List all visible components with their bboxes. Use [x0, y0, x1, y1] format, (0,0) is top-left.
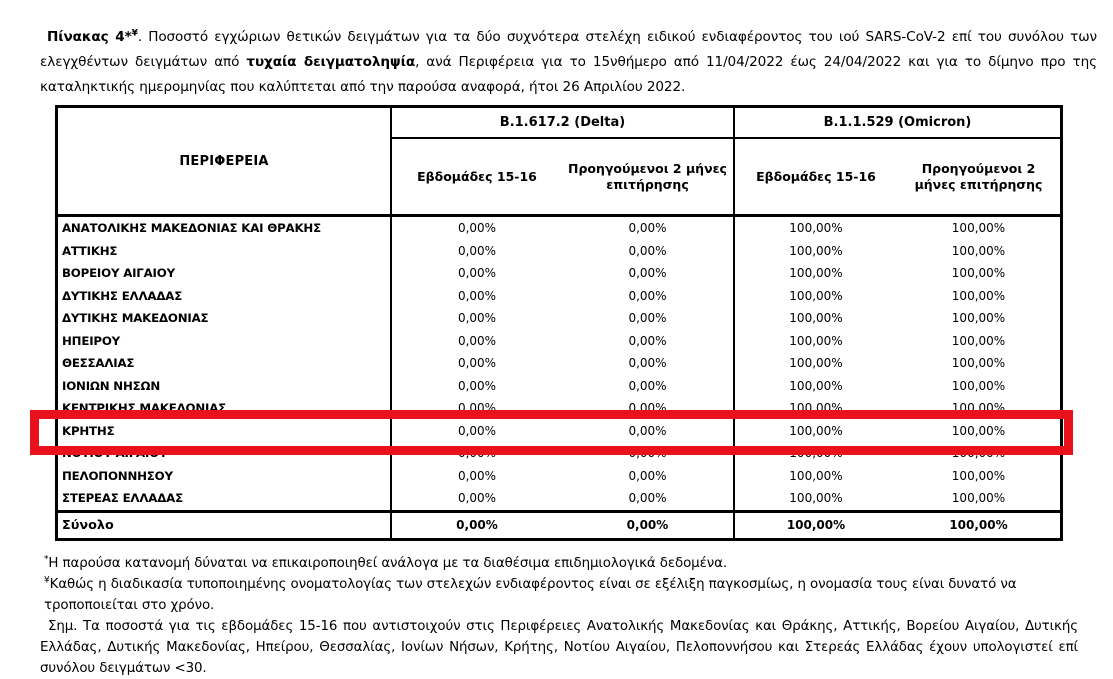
table-row	[58, 420, 1060, 443]
omicron-prev2months-value-cell: 100,00%	[951, 378, 1006, 393]
omicron-weeks-value-cell: 100,00%	[733, 487, 897, 510]
omicron-weeks-value-cell: 100,00%	[733, 240, 897, 263]
delta-weeks-value-cell: 0,00%	[457, 401, 497, 416]
region-name-cell: ΑΝΑΤΟΛΙΚΗΣ ΜΑΚΕΔΟΝΙΑΣ ΚΑΙ ΘΡΑΚΗΣ	[58, 217, 392, 240]
table-row	[58, 465, 1060, 488]
omicron-weeks-value-cell: 100,00%	[733, 442, 897, 465]
omicron-weeks-value-cell: 100,00%	[733, 465, 897, 488]
delta-prev2months-value-cell: 0,00%	[628, 288, 667, 303]
delta-prev2months-value-cell: 0,00%	[628, 333, 667, 348]
table-body	[58, 217, 1060, 510]
table-row	[58, 487, 1060, 510]
delta-prev2months-value-cell: 0,00%	[628, 446, 667, 461]
omicron-weeks-value-cell: 100,00%	[733, 285, 897, 308]
table-row	[58, 240, 1060, 263]
table-row	[58, 217, 1060, 240]
omicron-weeks-value-cell: 100,00%	[733, 397, 897, 420]
region-name-cell: ΒΟΡΕΙΟΥ ΑΙΓΑΙΟΥ	[58, 262, 392, 285]
column-header-omicron-prev2months: Προηγούμενοι 2 μήνες επιτήρησης	[914, 160, 1043, 192]
omicron-prev2months-value-cell: 100,00%	[951, 311, 1006, 326]
omicron-prev2months-value-cell: 100,00%	[951, 333, 1006, 348]
total-value-cell: 100,00%	[949, 518, 1008, 532]
footnote-text: Σημ. Τα ποσοστά για τις εβδομάδες 15-16 που αντιστοιχούν στις Περιφέρειες Ανατολικής Μακεδονίας και Θράκης, Αττικής, Βορείου Αιγαίου, Δυτικής Ελλάδας, Δυτικής Μακεδονίας, Ηπείρου, Θεσσαλίας, Ιονίων Νήσων, Κρήτης, Νοτίου Αιγαίου, Πελοποννήσου και Στερεάς Ελλάδας έχουν υπολογιστεί επί συνόλου δειγμάτων <30.	[40, 619, 1078, 677]
delta-prev2months-value-cell: 0,00%	[628, 491, 667, 506]
delta-prev2months-value-cell: 0,00%	[628, 356, 667, 371]
region-name-cell: ΣΤΕΡΕΑΣ ΕΛΛΑΔΑΣ	[58, 487, 392, 510]
delta-prev2months-value-cell: 0,00%	[628, 221, 667, 236]
delta-prev2months-value-cell: 0,00%	[628, 423, 667, 438]
table-row	[58, 285, 1060, 308]
region-name-cell: ΠΕΛΟΠΟΝΝΗΣΟΥ	[58, 465, 392, 488]
caption-segment-2: , ανά Περιφέρεια για το 15νθήμερο από 11/04/2022 έως 24/04/2022 και για το δίμηνο προ της καταληκτικής ημερομηνίας που καλύπτεται από την παρούσα αναφορά, ήτοι 26 Απριλίου 2022.	[40, 53, 1098, 95]
omicron-prev2months-value-cell: 100,00%	[951, 423, 1006, 438]
footnote-text: Η παρούσα κατανομή δύναται να επικαιροποιηθεί ανάλογα με τα διαθέσιμα επιδημιολογικά δεδομένα.	[48, 556, 727, 572]
region-name-cell: ΗΠΕΙΡΟΥ	[58, 330, 392, 353]
omicron-prev2months-value-cell: 100,00%	[951, 446, 1006, 461]
caption-superscript: ¥	[131, 28, 138, 39]
table-row	[58, 262, 1060, 285]
region-name-cell: ΚΕΝΤΡΙΚΗΣ ΜΑΚΕΔΟΝΙΑΣ	[58, 397, 392, 420]
total-value-cell: 100,00%	[733, 513, 897, 538]
region-name-cell: ΙΟΝΙΩΝ ΝΗΣΩΝ	[58, 375, 392, 398]
caption-bold-phrase: τυχαία δειγματοληψία	[246, 53, 416, 70]
table-row	[58, 375, 1060, 398]
omicron-weeks-value-cell: 100,00%	[733, 375, 897, 398]
table-row	[58, 330, 1060, 353]
delta-weeks-value-cell: 0,00%	[457, 468, 497, 483]
delta-weeks-value-cell: 0,00%	[457, 221, 497, 236]
table-header	[58, 108, 1060, 217]
caption-segment-1: . Ποσοστό εγχώριων θετικών δειγμάτων για τα δύο συχνότερα στελέχη ειδικού ενδιαφέροντος του ιού SARS-CoV-2 επί του συνόλου των ελεγχθέντων δειγμάτων από	[40, 28, 1097, 70]
table-row	[58, 397, 1060, 420]
omicron-weeks-value-cell: 100,00%	[733, 217, 897, 240]
footnote-text: Καθώς η διαδικασία τυποποιημένης ονοματολογίας των στελεχών ενδιαφέροντος είναι σε εξέλιξη παγκοσμίως, η ονομασία τους είναι δυνατό να τροποποιείται στο χρόνο.	[44, 577, 1017, 614]
column-header-delta-weeks: Εβδομάδες 15-16	[417, 168, 537, 184]
footnote-distribution	[44, 553, 1096, 574]
column-group-delta: B.1.617.2 (Delta)	[392, 108, 733, 139]
total-value-cell: 0,00%	[626, 518, 669, 532]
delta-weeks-value-cell: 0,00%	[457, 446, 497, 461]
footnote-note-samples	[40, 616, 1078, 679]
delta-weeks-value-cell: 0,00%	[457, 311, 497, 326]
region-name-cell: ΚΡΗΤΗΣ	[58, 420, 392, 443]
omicron-weeks-value-cell: 100,00%	[733, 262, 897, 285]
delta-weeks-value-cell: 0,00%	[457, 423, 497, 438]
omicron-prev2months-value-cell: 100,00%	[951, 266, 1006, 281]
omicron-prev2months-value-cell: 100,00%	[951, 243, 1006, 258]
region-name-cell: ΝΟΤΙΟΥ ΑΙΓΑΙΟΥ	[58, 442, 392, 465]
delta-weeks-value-cell: 0,00%	[457, 333, 497, 348]
delta-prev2months-value-cell: 0,00%	[628, 401, 667, 416]
omicron-weeks-value-cell: 100,00%	[733, 420, 897, 443]
table-caption	[40, 25, 1097, 100]
delta-weeks-value-cell: 0,00%	[457, 491, 497, 506]
caption-bold-lead: Πίνακας 4*¥	[47, 28, 138, 45]
region-name-cell: ΑΤΤΙΚΗΣ	[58, 240, 392, 263]
delta-weeks-value-cell: 0,00%	[457, 243, 497, 258]
delta-prev2months-value-cell: 0,00%	[628, 243, 667, 258]
omicron-prev2months-value-cell: 100,00%	[951, 401, 1006, 416]
omicron-prev2months-value-cell: 100,00%	[951, 221, 1006, 236]
omicron-prev2months-value-cell: 100,00%	[951, 288, 1006, 303]
delta-prev2months-value-cell: 0,00%	[628, 311, 667, 326]
omicron-prev2months-value-cell: 100,00%	[951, 491, 1006, 506]
column-header-delta-prev2months: Προηγούμενοι 2 μήνες επιτήρησης	[568, 160, 727, 192]
footnote-yen-marker: ¥	[44, 575, 50, 586]
footnote-asterisk-marker: *	[44, 554, 49, 565]
omicron-prev2months-value-cell: 100,00%	[951, 468, 1006, 483]
delta-weeks-value-cell: 0,00%	[457, 356, 497, 371]
omicron-weeks-value-cell: 100,00%	[733, 307, 897, 330]
omicron-weeks-value-cell: 100,00%	[733, 330, 897, 353]
column-group-omicron: B.1.1.529 (Omicron)	[733, 108, 1060, 139]
region-name-cell: ΔΥΤΙΚΗΣ ΜΑΚΕΔΟΝΙΑΣ	[58, 307, 392, 330]
total-value-cell: 0,00%	[456, 518, 498, 532]
omicron-prev2months-value-cell: 100,00%	[951, 356, 1006, 371]
table-row	[58, 307, 1060, 330]
region-name-cell: ΘΕΣΣΑΛΙΑΣ	[58, 352, 392, 375]
table-total-row	[58, 510, 1060, 538]
delta-prev2months-value-cell: 0,00%	[628, 378, 667, 393]
column-header-omicron-weeks: Εβδομάδες 15-16	[733, 139, 897, 214]
delta-prev2months-value-cell: 0,00%	[628, 266, 667, 281]
footnote-nomenclature	[44, 574, 1096, 616]
region-name-cell: ΔΥΤΙΚΗΣ ΕΛΛΑΔΑΣ	[58, 285, 392, 308]
table-row	[58, 352, 1060, 375]
delta-prev2months-value-cell: 0,00%	[628, 468, 667, 483]
table-row	[58, 442, 1060, 465]
omicron-weeks-value-cell: 100,00%	[733, 352, 897, 375]
delta-weeks-value-cell: 0,00%	[457, 266, 497, 281]
delta-weeks-value-cell: 0,00%	[457, 378, 497, 393]
delta-weeks-value-cell: 0,00%	[457, 288, 497, 303]
data-table	[55, 105, 1063, 541]
total-label: Σύνολο	[58, 513, 392, 538]
column-header-region: ΠΕΡΙΦΕΡΕΙΑ	[58, 108, 392, 214]
